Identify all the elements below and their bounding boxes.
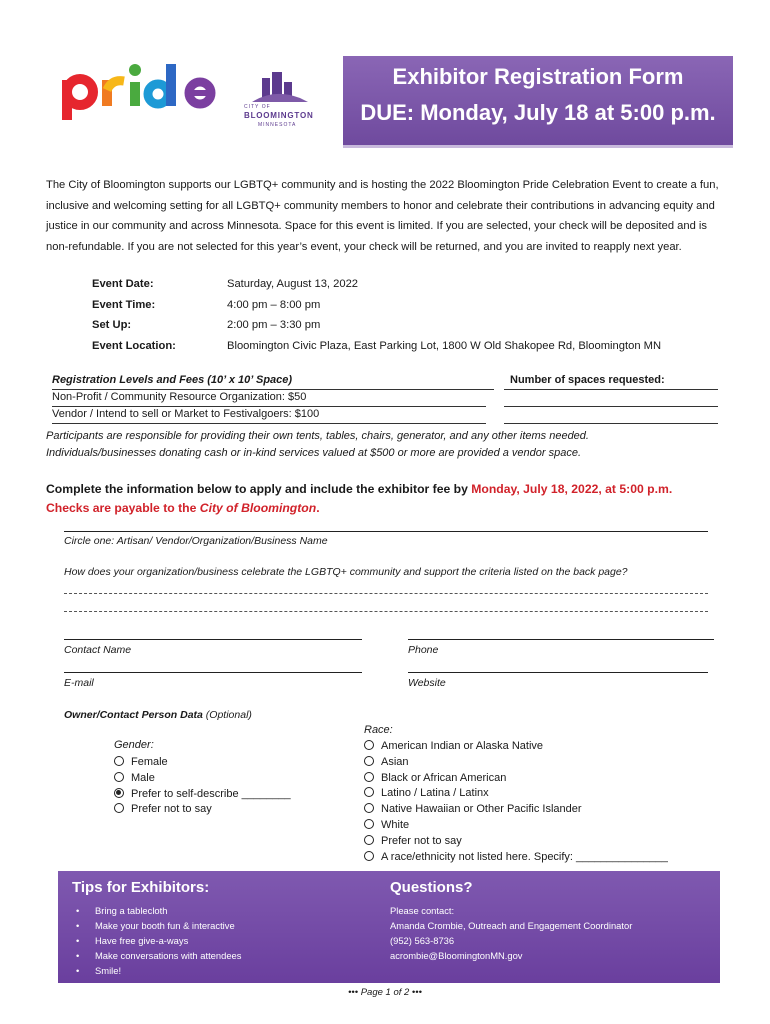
header-banner [343,56,733,148]
gender-option-male[interactable] [114,771,291,787]
race-label: Race: [364,724,393,736]
option-label: White [381,818,410,831]
tip-text: Make your booth fun & interactive [95,920,235,931]
bullet-icon: • [76,935,80,946]
event-label: Set Up: [92,319,132,331]
option-label: Black or African American [381,771,507,784]
apply-instructions [46,480,672,518]
bullet-icon: • [76,950,80,961]
bullet-icon: • [76,905,80,916]
radio-icon[interactable] [364,835,374,845]
payee: City of Bloomington [199,501,317,515]
gender-option-female[interactable] [114,755,291,771]
contact-person: Amanda Crombie, Outreach and Engagement Coordinator [390,920,633,931]
location-row [92,336,661,357]
circle-one-label: Circle one: Artisan/ Vendor/Organization/Business Name [64,535,328,547]
spaces-vendor-field[interactable] [504,408,718,424]
race-option-white[interactable] [364,818,668,834]
option-label: Asian [381,755,409,768]
option-label: A race/ethnicity not listed here. Specify: _______________ [381,850,668,863]
option-label: Latino / Latina / Latinx [381,787,489,800]
celebrate-answer-line-2[interactable] [64,602,708,612]
tip-item [76,933,241,948]
website-field[interactable] [408,659,708,673]
pride-logo [60,62,228,122]
skyline-icon [244,68,320,104]
fee-level-nonprofit: Non-Profit / Community Resource Organization: $50 [52,391,486,407]
event-value: 4:00 pm – 8:00 pm [227,298,321,311]
email-label: E-mail [64,677,94,689]
checks-text: Checks are payable to the [46,501,200,515]
intro-paragraph: The City of Bloomington supports our LGBTQ+ community and is hosting the 2022 Bloomington Pride Celebration Event to create a fun, inclusive and welcoming setting for all LGBTQ+ community members to honor and celebrate their contributions in advancing equity and justice in our community and across Minnesota. Space for this event is limited. If you are selected, your check will be deposited and is non-refundable. If you are not selected for this year’s event, your check will be returned, and you are invited to reapply next year. [46,179,719,253]
contact-phone: (952) 563-8736 [390,935,455,946]
event-value: Saturday, August 13, 2022 [227,278,359,290]
owner-optional: (Optional) [202,709,252,721]
bullet-icon: • [76,920,80,931]
city-of-text: CITY OF [244,104,271,110]
radio-icon[interactable] [364,756,374,766]
due-date: DUE: Monday, July 18 at 5:00 p.m. [360,100,716,125]
contact-name-label: Contact Name [64,644,132,656]
email-field[interactable] [64,659,362,673]
contact-intro: Please contact: [390,905,455,916]
tip-text: Smile! [95,965,122,976]
checks-period: . [316,501,320,515]
race-option-asian[interactable] [364,755,668,771]
option-label: American Indian or Alaska Native [381,740,544,752]
tip-item [76,948,241,963]
footer-banner [58,871,720,983]
page-number: ••• Page 1 of 2 ••• [348,987,422,998]
option-label: Prefer not to say [131,803,212,816]
tips-list [76,903,241,978]
race-option-american-indian[interactable] [364,739,668,755]
race-options [364,739,668,865]
owner-heading-bold: Owner/Contact Person Data [64,709,203,721]
radio-icon[interactable] [364,851,374,861]
race-option-latino[interactable] [364,786,668,802]
bullet-icon: • [76,965,80,976]
spaces-nonprofit-field[interactable] [504,391,718,407]
option-label: Prefer to self-describe ________ [131,787,291,800]
gender-option-self-describe[interactable] [114,787,291,803]
event-date-row [92,274,661,295]
option-label: Female [131,756,168,768]
radio-selected-icon[interactable] [114,788,124,798]
tip-text: Have free give-a-ways [95,935,189,946]
tip-item [76,903,241,918]
questions-contact [390,903,632,963]
fees-note-donations: Individuals/businesses donating cash or in-kind services valued at $500 or more are provided a vendor space. [46,447,582,459]
gender-options [114,755,291,818]
race-option-pacific-islander[interactable] [364,802,668,818]
event-label: Event Date: [92,278,154,290]
apply-text: Complete the information below to apply and include the exhibitor fee by [46,482,472,496]
radio-icon[interactable] [114,772,124,782]
radio-icon[interactable] [114,756,124,766]
tip-text: Make conversations with attendees [95,950,242,961]
radio-icon[interactable] [364,772,374,782]
questions-title: Questions? [390,879,473,896]
celebrate-question: How does your organization/business celebrate the LGBTQ+ community and support the criteria listed on the back page? [64,566,628,578]
tips-title: Tips for Exhibitors: [72,879,210,896]
event-value: Bloomington Civic Plaza, East Parking Lot, 1800 W Old Shakopee Rd, Bloomington MN [227,339,662,352]
gender-option-prefer-not[interactable] [114,802,291,818]
radio-icon[interactable] [364,787,374,797]
tip-item [76,963,241,978]
city-of-bloomington-logo [244,68,320,132]
event-value: 2:00 pm – 3:30 pm [227,319,321,331]
radio-icon[interactable] [114,803,124,813]
fees-note-supplies: Participants are responsible for providing their own tents, tables, chairs, generator, and any other items needed. [46,430,589,442]
event-details [92,274,661,356]
event-label: Event Time: [92,298,156,311]
event-label: Event Location: [92,339,176,352]
option-label: Native Hawaiian or Other Pacific Islander [381,803,582,816]
contact-email[interactable]: acrombie@BloomingtonMN.gov [390,950,523,961]
owner-heading [64,709,252,721]
race-option-prefer-not[interactable] [364,834,668,850]
phone-field[interactable] [408,626,714,640]
bloomington-text: BLOOMINGTON [244,111,314,120]
event-time-row [92,295,661,316]
apply-deadline: Monday, July 18, 2022, at 5:00 p.m. [471,482,673,496]
contact-name-field[interactable] [64,626,362,640]
minnesota-text: MINNESOTA [258,122,297,128]
setup-row [92,315,661,336]
option-label: Prefer not to say [381,834,462,847]
race-option-not-listed[interactable] [364,850,668,866]
website-label: Website [408,677,446,689]
form-title: Exhibitor Registration Form [392,64,684,89]
radio-icon[interactable] [364,740,374,750]
radio-icon[interactable] [364,819,374,829]
option-label: Male [131,771,155,784]
fees-heading: Registration Levels and Fees (10’ x 10’ Space) [52,374,494,390]
race-option-black[interactable] [364,771,668,787]
spaces-heading: Number of spaces requested: [504,374,718,390]
celebrate-answer-line-1[interactable] [64,584,708,594]
business-name-field[interactable] [64,518,708,532]
tip-text: Bring a tablecloth [95,905,168,916]
tip-item [76,918,241,933]
gender-label: Gender: [114,739,154,751]
radio-icon[interactable] [364,803,374,813]
phone-label: Phone [408,644,439,656]
fee-level-vendor: Vendor / Intend to sell or Market to Festivalgoers: $100 [52,408,486,424]
